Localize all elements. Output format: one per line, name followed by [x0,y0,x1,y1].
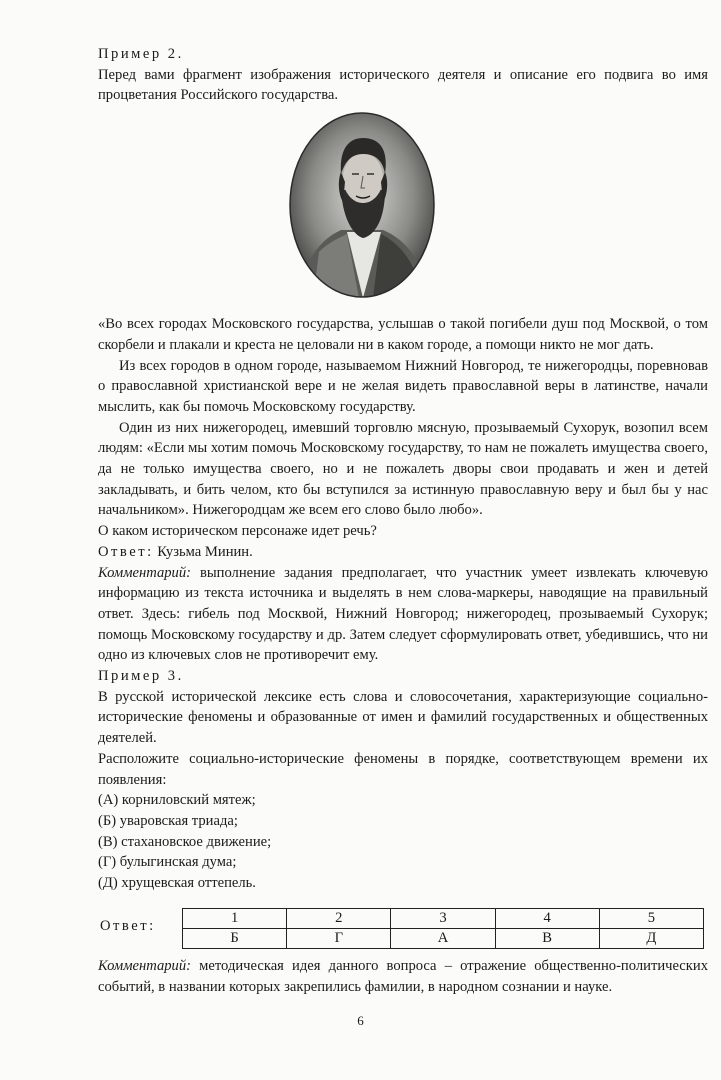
table-cell-number: 5 [599,908,703,928]
table-cell-letter: В [495,928,599,948]
quote-paragraph-3: Один из них нижегородец, имевший торговлю мясную, прозываемый Сухорук, возопил всем людям: «Если мы хотим помочь Московскому государству, то нам не пожалеть имущества своего, да не только имущества своего, но и не пожалеть дворы свои продавать и жен и детей закладывать, и бить челом, кто бы вступился за истинную православную веру и был бы у нас начальником». Нижегородцам же всем его слово было любо». [98,419,708,519]
example3-intro: В русской исторической лексике есть слова и словосочетания, характеризующие социально-исторические феномены и образованные от имен и фамилий государственных и общественных деятелей. [98,688,708,747]
example2-comment [98,563,708,667]
example3-task: Расположите социально-исторические феномены в порядке, соответствующем времени их появления: [98,750,708,788]
document-page [98,44,708,997]
example3-answer-row [98,908,708,956]
comment-text: выполнение задания предполагает, что участник умеет извлекать ключевую информацию из текста источника и выделять в нем слова-маркеры, наводящие на правильный ответ. Здесь: гибель под Москвой, Нижний Новгород; нижегородец, прозываемый Сухорук; помощь Московскому государству и др. Затем следует сформулировать ответ, убедившись, что ни одно из ключевых слов не противоречит ему. [98,564,708,664]
table-cell-letter: Б [183,928,287,948]
table-row [183,908,704,928]
example2-question: О каком историческом персонаже идет речь? [98,523,377,540]
example3-comment [98,956,708,997]
table-cell-number: 1 [183,908,287,928]
answer-text: Кузьма Минин. [153,543,253,560]
phenomena-list [98,790,708,894]
comment-label: Комментарий: [98,564,191,581]
list-item: (В) стахановское движение; [98,833,272,850]
example2-intro: Перед вами фрагмент изображения исторического деятеля и описание его подвига во имя процветания Российского государства. [98,66,708,104]
list-item: (А) корниловский мятеж; [98,792,256,809]
list-item: (Г) булыгинская дума; [98,854,237,871]
comment-label: Комментарий: [98,957,191,974]
portrait-engraving [289,112,435,298]
table-cell-number: 3 [391,908,495,928]
table-cell-number: 4 [495,908,599,928]
answer-label: Ответ: [100,917,156,934]
comment-text: методическая идея данного вопроса – отражение общественно-политических событий, в названии которых закрепились фамилии, в народном сознании и науке. [98,957,708,995]
table-cell-letter: Д [599,928,703,948]
example2-heading: Пример 2. [98,46,184,62]
answer-label: Ответ: [98,543,154,560]
table-cell-letter: Г [287,928,391,948]
answer-table [182,908,704,949]
quote-paragraph-2: Из всех городов в одном городе, называемом Нижний Новгород, те нижегородцы, поревновав о православной христианской вере и не желая видеть православной веры в латинстве, начали мыслить, как бы помочь Московскому государству. [98,357,708,415]
page-number: 6 [357,1013,364,1028]
list-item: (Б) уваровская триада; [98,812,238,829]
list-item: (Д) хрущевская оттепель. [98,875,256,892]
table-row [183,928,704,948]
portrait-area [98,112,708,304]
table-cell-letter: А [391,928,495,948]
table-cell-number: 2 [287,908,391,928]
quote-paragraph-1: «Во всех городах Московского государства, услышав о такой погибели душ под Москвой, о том скорбели и плакали и креста не целовали ни в каком городе, а помощи никто не мог дать. [98,316,708,353]
example2-answer [98,542,708,563]
example3-heading: Пример 3. [98,668,184,685]
